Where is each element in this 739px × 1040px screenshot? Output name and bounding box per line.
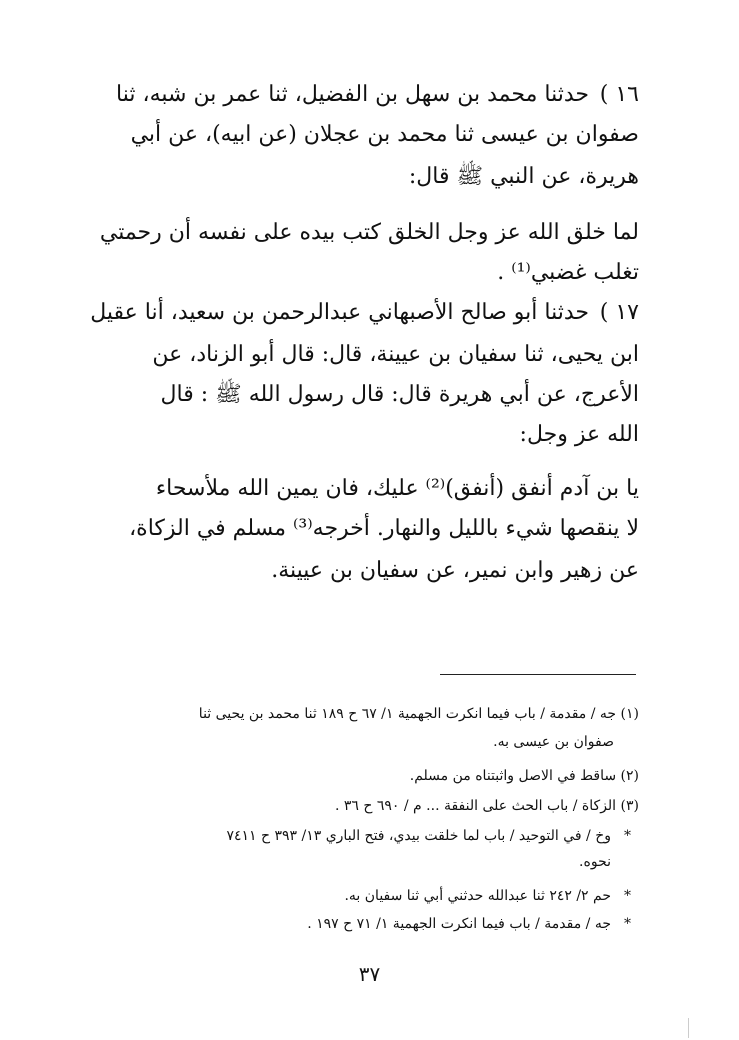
hadith-17-line-1: حدثنا أبو صالح الأصبهاني عبدالرحمن بن سعيد، أنا عقيل [90,300,589,325]
hadith-16-line-1: حدثنا محمد بن سهل بن الفضيل، ثنا عمر بن شبه، ثنا [116,82,589,107]
hadith-17-line-4: الله عز وجل: [519,422,639,447]
footnote-2: (٢) ساقط في الاصل واثبتناه من مسلم. [409,768,639,784]
footnote-3: (٣) الزكاة / باب الحث على النفقة ... م / ٦٩٠ ح ٣٦ . [334,798,639,814]
note-2-star: * [624,888,631,904]
hadith-16-line-2: صفوان بن عيسى ثنا محمد بن عجلان (عن ابيه)، عن أبي [130,122,639,147]
note-1: وخ / في التوحيد / باب لما خلقت بيدي، فتح الباري ١٣/ ٣٩٣ ح ٧٤١١ [226,828,611,844]
footnote-1: (١) جه / مقدمة / باب فيما انكرت الجهمية ١/ ٦٧ ح ١٨٩ ثنا محمد بن يحيى ثنا [198,706,639,722]
note-1-cont: نحوه. [579,854,611,870]
hadith-16-line-5: تغلب غضبي⁽¹⁾ . [497,260,639,285]
hadith-17-line-2: ابن يحيى، ثنا سفيان بن عيينة، قال: قال أبو الزناد، عن [152,342,639,367]
note-2: حم ٢/ ٢٤٢ ثنا عبدالله حدثني أبي ثنا سفيان به. [344,888,611,904]
hadith-17-line-7: عن زهير وابن نمير، عن سفيان بن عيينة. [271,558,639,583]
scan-edge-mark [688,1018,689,1038]
hadith-16-number: ١٦ ) [599,82,639,107]
note-1-star: * [624,828,631,844]
hadith-17-line-5: يا بن آدم أنفق (أنفق)⁽²⁾ عليك، فان يمين الله ملأسحاء [155,476,639,501]
hadith-16-line-3: هريرة، عن النبي ﷺ قال: [408,164,639,189]
hadith-17-line-6: لا ينقصها شيء بالليل والنهار. أخرجه⁽³⁾ مسلم في الزكاة، [129,516,639,541]
hadith-17-number: ١٧ ) [599,300,639,325]
hadith-17-line-3: الأعرج، عن أبي هريرة قال: قال رسول الله ﷺ : قال [160,382,639,407]
hadith-16-line-4: لما خلق الله عز وجل الخلق كتب بيده على نفسه أن رحمتي [99,220,639,245]
footnote-separator [440,674,636,675]
note-3: جه / مقدمة / باب فيما انكرت الجهمية ١/ ٧١ ح ١٩٧ . [307,916,611,932]
note-3-star: * [624,916,631,932]
page-number: ٣٧ [358,962,381,986]
footnote-1-cont: صفوان بن عيسى به. [493,734,614,750]
